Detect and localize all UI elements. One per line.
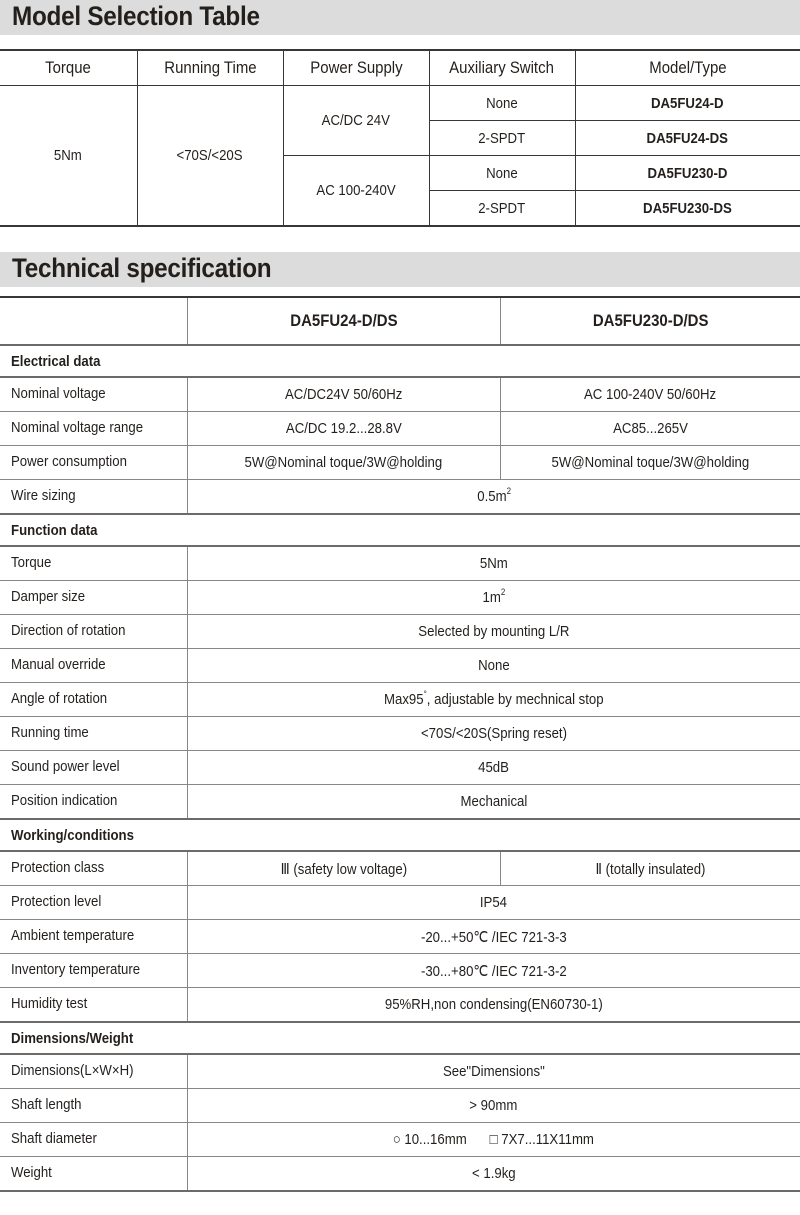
- spec-row-inventory-temp: Inventory temperature -30...+80℃ /IEC 721-3-2: [0, 954, 800, 988]
- spec-row-running-time: Running time <70S/<20S(Spring reset): [0, 717, 800, 751]
- model-cell: DA5FU24-DS: [575, 121, 800, 156]
- spec-row-power-consumption: Power consumption 5W@Nominal toque/3W@holding 5W@Nominal toque/3W@holding: [0, 446, 800, 480]
- spec-row-manual-override: Manual override None: [0, 649, 800, 683]
- header-blank: [0, 297, 187, 345]
- model-selection-title: Model Selection Table: [12, 1, 260, 31]
- header-auxiliary-switch: Auxiliary Switch: [429, 50, 575, 86]
- spec-row-direction: Direction of rotation Selected by mounting L/R: [0, 615, 800, 649]
- header-running-time: Running Time: [137, 50, 283, 86]
- header-model-230: DA5FU230-D/DS: [500, 297, 800, 345]
- model-selection-header-band: [0, 0, 800, 35]
- section-electrical: Electrical data: [0, 345, 800, 377]
- running-time-cell: <70S/<20S: [137, 86, 283, 227]
- header-model-24: DA5FU24-D/DS: [187, 297, 500, 345]
- model-cell: DA5FU230-DS: [575, 191, 800, 227]
- spec-row-weight: Weight < 1.9kg: [0, 1157, 800, 1192]
- model-cell: DA5FU230-D: [575, 156, 800, 191]
- power-supply-cell: AC/DC 24V: [283, 86, 429, 156]
- model-selection-table: [0, 49, 800, 227]
- spec-row-position: Position indication Mechanical: [0, 785, 800, 820]
- table-row: [0, 86, 800, 121]
- header-torque: Torque: [0, 50, 137, 86]
- table-header-row: [0, 50, 800, 86]
- torque-cell: 5Nm: [0, 86, 137, 227]
- header-model-type: Model/Type: [575, 50, 800, 86]
- spec-row-shaft-diameter: Shaft diameter ○ 10...16mm □ 7X7...11X11mm: [0, 1123, 800, 1157]
- square-shaft-value: □ 7X7...11X11mm: [490, 1131, 595, 1148]
- tech-spec-title: Technical specification: [12, 253, 272, 283]
- spec-header-row: [0, 297, 800, 345]
- tech-spec-table: [0, 296, 800, 1192]
- spec-row-protection-level: Protection level IP54: [0, 886, 800, 920]
- spec-row-angle: Angle of rotation Max95°, adjustable by mechnical stop: [0, 683, 800, 717]
- aux-switch-cell: 2-SPDT: [429, 191, 575, 227]
- spec-row-ambient-temp: Ambient temperature -20...+50℃ /IEC 721-3-3: [0, 920, 800, 954]
- spec-row-damper-size: Damper size $1m^2$: [0, 581, 800, 615]
- spec-row-torque: Torque 5Nm: [0, 546, 800, 581]
- spec-row-humidity: Humidity test 95%RH,non condensing(EN60730-1): [0, 988, 800, 1023]
- tech-spec-header-band: [0, 252, 800, 287]
- section-function: Function data: [0, 514, 800, 546]
- spec-row-nominal-voltage: Nominal voltage AC/DC24V 50/60Hz AC 100-240V 50/60Hz: [0, 377, 800, 412]
- power-supply-cell: AC 100-240V: [283, 156, 429, 227]
- section-working: Working/conditions: [0, 819, 800, 851]
- spec-row-wire-sizing: Wire sizing $0.5m^2$: [0, 480, 800, 515]
- spec-row-shaft-length: Shaft length > 90mm: [0, 1089, 800, 1123]
- aux-switch-cell: 2-SPDT: [429, 121, 575, 156]
- spec-row-dimensions: Dimensions(L×W×H) See"Dimensions": [0, 1054, 800, 1089]
- aux-switch-cell: None: [429, 86, 575, 121]
- spec-row-voltage-range: Nominal voltage range AC/DC 19.2...28.8V AC85...265V: [0, 412, 800, 446]
- aux-switch-cell: None: [429, 156, 575, 191]
- header-power-supply: Power Supply: [283, 50, 429, 86]
- model-cell: DA5FU24-D: [575, 86, 800, 121]
- section-dimensions: Dimensions/Weight: [0, 1022, 800, 1054]
- spec-row-protection-class: Protection class Ⅲ (safety low voltage) Ⅱ (totally insulated): [0, 851, 800, 886]
- round-shaft-value: ○ 10...16mm: [393, 1131, 468, 1148]
- spec-row-sound: Sound power level 45dB: [0, 751, 800, 785]
